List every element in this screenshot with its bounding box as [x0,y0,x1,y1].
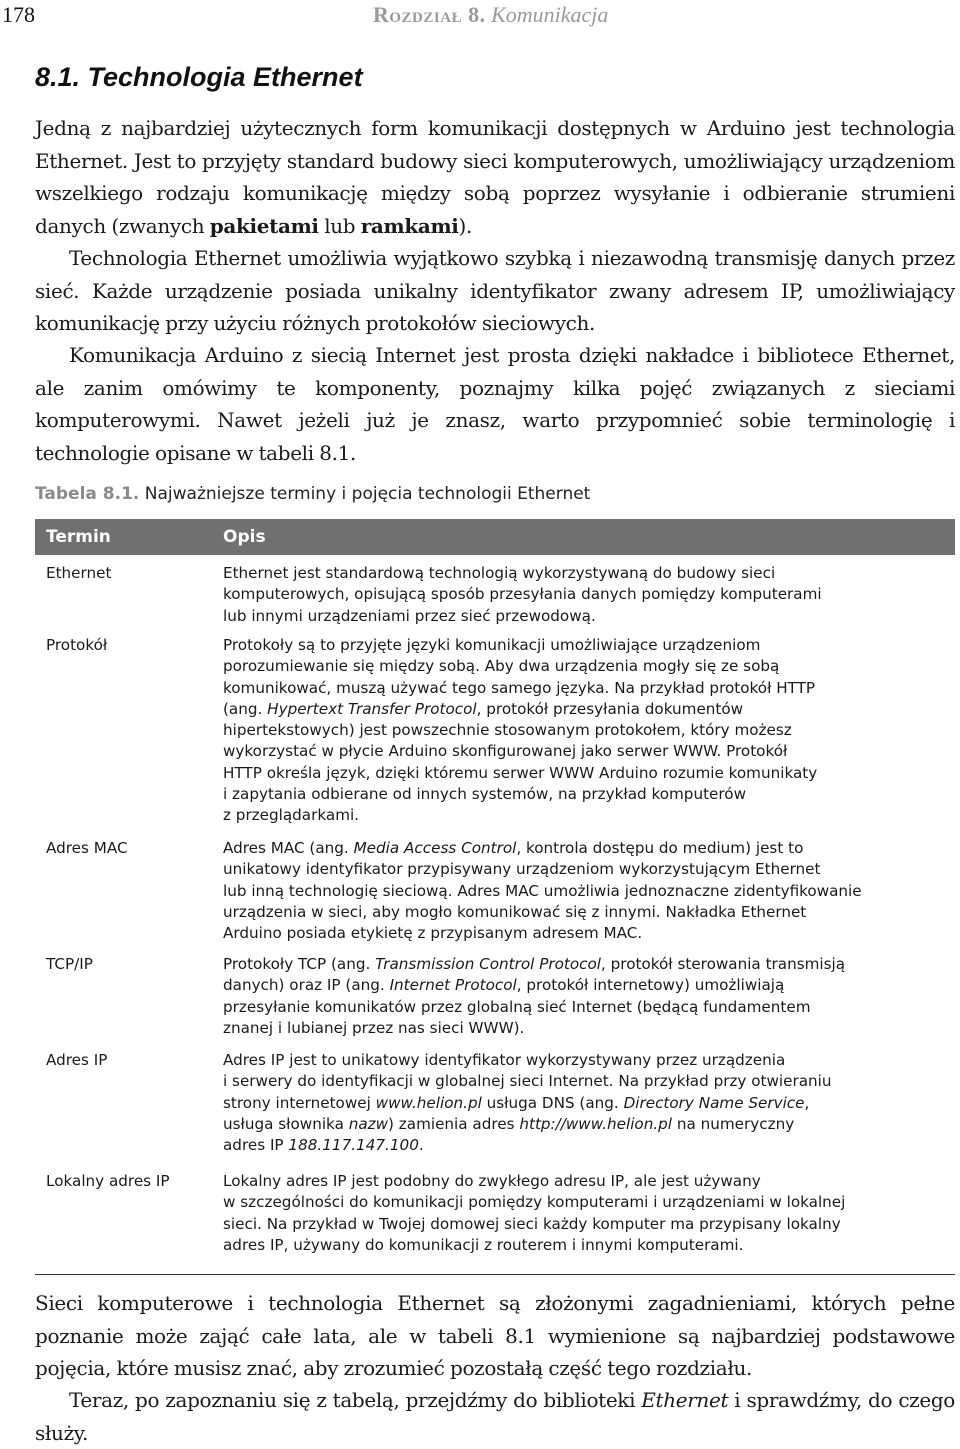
description-line [223,1114,943,1135]
table-cell-description [223,838,943,944]
table-row [35,954,955,1039]
table-cell-term: Adres IP [46,1050,108,1069]
description-run: http://www.helion.pl [519,1114,673,1133]
description-line [223,699,943,720]
description-run: strony internetowej [223,1093,376,1112]
table-row [35,563,955,627]
description-run: nazw [348,1114,389,1133]
description-run: adres IP [223,1136,289,1155]
table-cell-term: Ethernet [46,564,112,582]
description-run: i zapytania odbierane od innych systemów, na przykład komputerów [223,785,746,804]
intro-paragraph-3: Komunikacja Arduino z siecią Internet jest prosta dzięki nakładce i bibliotece Ethernet, ale zanim omówimy te komponenty, poznajmy kilka pojęć związanych z sieciami komputerowymi. Nawet jeżeli już je znasz, warto przypomnieć sobie terminologię i technologie opisane w tabeli 8.1. [35,343,955,465]
description-run: , protokół przesyłania dokumentów [476,699,744,718]
description-line [223,975,943,996]
table-bottom-rule [35,1274,955,1275]
intro-paragraph-2: Technologia Ethernet umożliwia wyjątkowo szybką i niezawodną transmisję danych przez sieć. Każde urządzenie posiada unikalny identyfikator zwany adresem IP, umożliwiający komunikację przy użyciu różnych protokołów sieciowych. [35,246,955,335]
outro-paragraph-1: Sieci komputerowe i technologia Ethernet są złożonymi zagadnieniami, których pełne poznanie może zająć całe lata, ale w tabeli 8.1 wymienione są najbardziej podstawowe pojęcia, które musisz znać, aby zrozumieć pozostałą część tego rozdziału. [35,1291,955,1380]
description-run: porozumiewanie się między sobą. Aby dwa urządzenia mogły się ze sobą [223,657,780,676]
description-run: usługa słownika [223,1114,349,1133]
description-line [223,1093,943,1114]
header-description: Opis [223,527,266,547]
description-line [223,656,943,677]
description-run: unikatowy identyfikator przypisywany urządzeniom wykorzystującym Ethernet [223,860,821,879]
description-run: ) zamienia adres [388,1114,520,1133]
description-line [223,902,943,923]
table-cell-description [223,1050,943,1156]
chapter-label: Rozdział 8. [373,2,486,27]
table-cell-term: Adres MAC [46,838,128,857]
description-run: wykorzystać w płycie Arduino skonfigurowanej jako serwer WWW. Protokół [223,742,788,761]
description-line [223,606,943,627]
description-line [223,1235,943,1256]
description-run: Hypertext Transfer Protocol [267,699,477,718]
description-run: na numeryczny [672,1114,795,1133]
description-line [223,741,943,762]
table-cell-description [223,563,943,627]
table-row [35,1050,955,1156]
table-cell-description [223,954,943,1039]
description-run: urządzenia w sieci, aby mogło komunikować się z innymi. Nakładka Ethernet [223,902,807,921]
description-run: , protokół internetowy) umożliwiają [516,976,785,995]
description-line [223,1192,943,1213]
description-line [223,1135,943,1156]
description-run: komputerowych, opisującą sposób przesyłania danych pomiędzy komputerami [223,585,822,604]
description-run: Adres IP jest to unikatowy identyfikator wykorzystywany przez urządzenia [223,1050,786,1069]
table-caption [35,484,590,504]
description-line [223,1071,943,1092]
description-run: znanej i lubianej przez nas sieci WWW). [223,1018,525,1037]
outro-paragraph-2-run: Teraz, po zapoznaniu się z tabelą, przejdźmy do biblioteki [69,1388,642,1412]
description-run: Adres MAC (ang. [223,838,354,857]
description-line [223,997,943,1018]
intro-paragraph-1-run: pakietami [209,213,319,238]
table-cell-description [223,1171,943,1256]
table-cell-term: Protokół [46,635,108,654]
description-line [223,954,943,975]
description-line [223,763,943,784]
description-run: komunikować, muszą używać tego samego języka. Na przykład protokół HTTP [223,678,816,697]
description-run: przesyłanie komunikatów przez globalną sieć Internet (będącą fundamentem [223,997,811,1016]
chapter-reference [373,2,608,28]
description-run: lub innymi urządzeniami przez sieć przewodową. [223,606,596,625]
description-line [223,859,943,880]
description-run: Lokalny adres IP jest podobny do zwykłego adresu IP, ale jest używany [223,1171,761,1190]
description-line [223,584,943,605]
description-line [223,1214,943,1235]
description-line [223,720,943,741]
description-run: w szczególności do komunikacji pomiędzy komputerami i urządzeniami w lokalnej [223,1193,846,1212]
description-run: (ang. [223,699,268,718]
description-run: 188.117.147.100 [288,1136,419,1155]
description-line [223,678,943,699]
table-row [35,635,955,827]
outro-paragraph-2-run: Ethernet [641,1388,729,1412]
description-line [223,1018,943,1039]
description-line [223,805,943,826]
outro-paragraph-2-run: i sprawdźmy, do czego służy. [35,1388,955,1445]
description-run: Media Access Control [353,838,517,857]
description-line [223,784,943,805]
description-run: , kontrola dostępu do medium) jest to [516,838,804,857]
intro-paragraph-1-run: Jedną z najbardziej użytecznych form komunikacji dostępnych w Arduino jest technologia Ethernet. Jest to przyjęty standard budowy sieci komputerowych, umożliwiający urządzeniom wszelkiego rodzaju komunikację między sobą poprzez wysyłanie i odbieranie strumieni danych (zwanych [35,116,955,238]
description-run: adres IP, używany do komunikacji z routerem i innymi komputerami. [223,1235,744,1254]
description-line [223,881,943,902]
description-run: usługa DNS (ang. [481,1093,624,1112]
table-caption-label: Tabela 8.1. [35,484,140,504]
table-cell-description [223,635,943,827]
terms-table [35,519,955,1275]
description-run: , protokół sterowania transmisją [601,954,846,973]
description-line [223,1171,943,1192]
intro-paragraph-1-run: lub [318,213,361,238]
description-run: hipertekstowych) jest powszechnie stosowanym protokołem, który możesz [223,721,792,740]
description-run: lub inną technologię sieciową. Adres MAC umożliwia jednoznaczne zidentyfikowanie [223,881,862,900]
table-row [35,838,955,944]
description-run: www.helion.pl [375,1093,482,1112]
page-number: 178 [2,2,35,27]
table-header [35,519,955,555]
description-run: sieci. Na przykład w Twojej domowej sieci każdy komputer ma przypisany lokalny [223,1214,841,1233]
description-run: HTTP określa język, dzięki któremu serwer WWW Arduino rozumie komunikaty [223,763,818,782]
description-run: danych) oraz IP (ang. [223,976,390,995]
description-run: z przeglądarkami. [223,806,360,825]
description-run: Internet Protocol [389,976,517,995]
description-run: Ethernet jest standardową technologią wykorzystywaną do budowy sieci [223,564,776,582]
section-title: 8.1. Technologia Ethernet [35,62,363,92]
description-line [223,1050,943,1071]
description-line [223,838,943,859]
intro-paragraph-1-run: ramkami [360,213,459,238]
table-cell-term: Lokalny adres IP [46,1171,170,1190]
description-run: Protokoły są to przyjęte języki komunikacji umożliwiające urządzeniom [223,635,761,654]
description-line [223,635,943,656]
description-run: Arduino posiada etykietę z przypisanym adresem MAC. [223,924,643,943]
table-caption-text: Najważniejsze terminy i pojęcia technologii Ethernet [139,484,591,504]
intro-paragraph-1 [35,112,955,242]
description-line [223,923,943,944]
intro-paragraph-1-run: ). [458,213,472,238]
table-cell-term: TCP/IP [46,954,93,973]
description-run: Transmission Control Protocol [375,954,602,973]
outro-paragraph-2 [35,1384,955,1449]
chapter-title: Komunikacja [491,2,609,27]
description-run: i serwery do identyfikacji w globalnej sieci Internet. Na przykład przy otwieraniu [223,1072,832,1091]
description-run: Protokoły TCP (ang. [223,954,376,973]
header-term: Termin [46,527,111,547]
description-run: Directory Name Service [623,1093,805,1112]
table-row [35,1171,955,1256]
description-run: . [418,1136,424,1155]
description-run: , [804,1093,810,1112]
table-body [35,563,955,1256]
description-line [223,563,943,584]
